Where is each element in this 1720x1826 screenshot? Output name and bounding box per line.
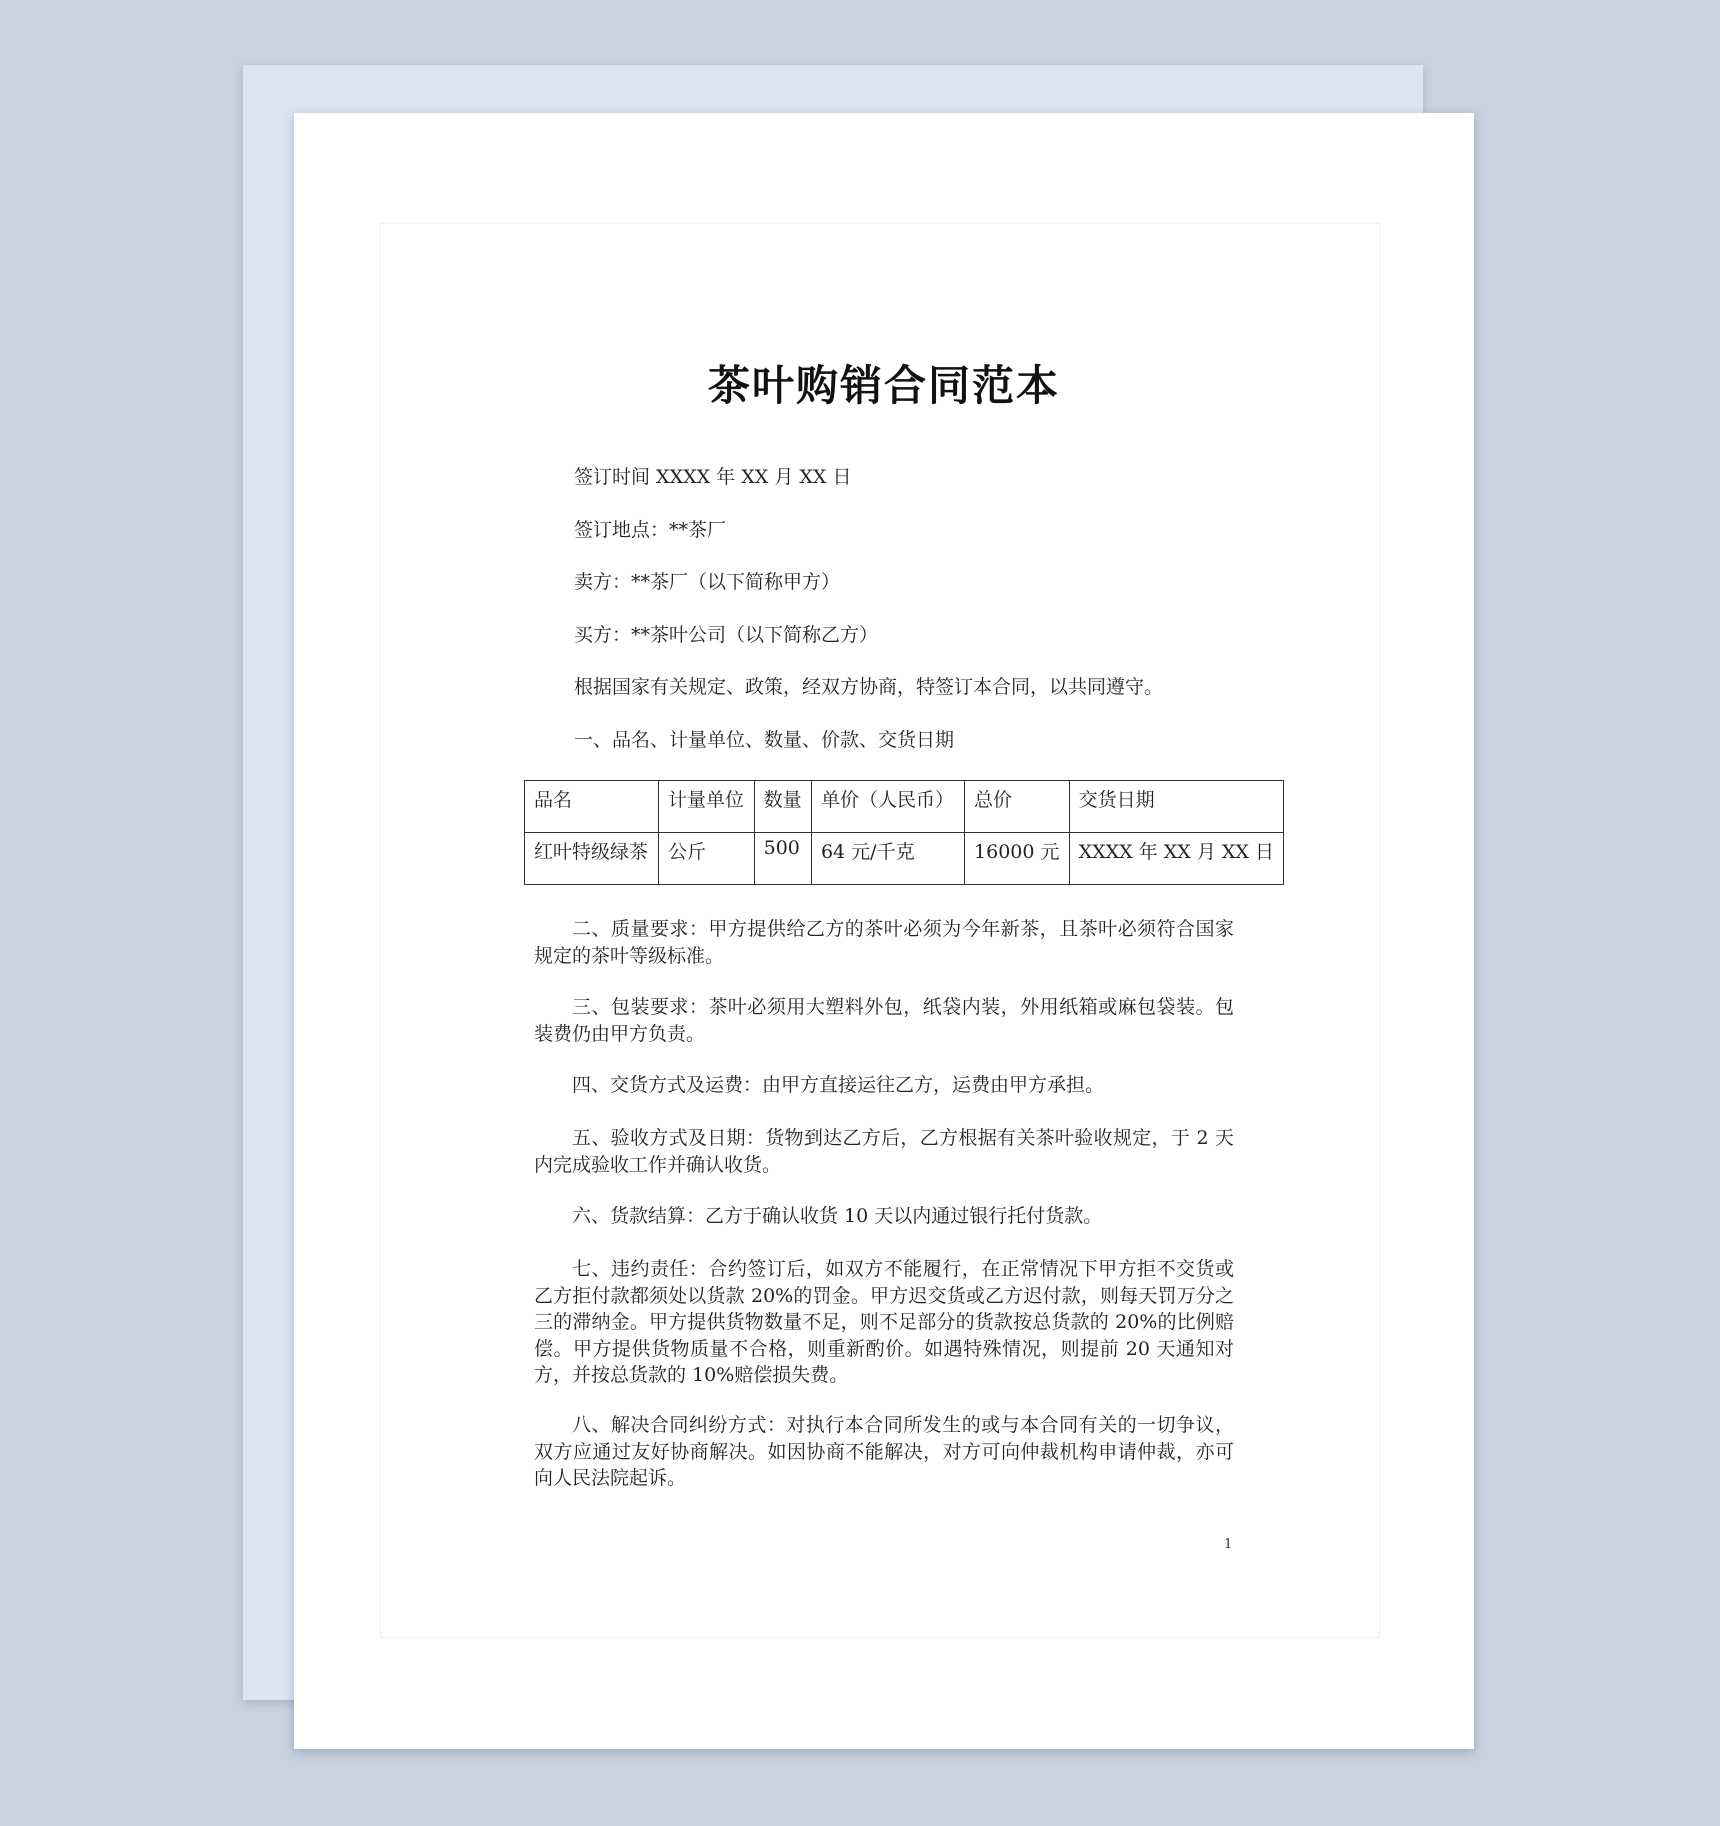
clause-liability: 七、违约责任：合约签订后，如双方不能履行，在正常情况下甲方拒不交货或乙方拒付款都须处以货款 20%的罚金。甲方迟交货或乙方迟付款，则每天罚万分之三的滞纳金。甲方提供货物数量不足，则不足部分的货款按总货款的 20%的比例赔偿。甲方提供货物质量不合格，则重新酌价。如遇特殊情况，则提前 20 天通知对方，并按总货款的 10%赔偿损失费。 [534, 1258, 1234, 1386]
seller: 卖方：**茶厂（以下简称甲方） [574, 571, 841, 593]
table-header-cell: 品名 [525, 781, 659, 833]
table-cell: 16000 元 [965, 833, 1070, 885]
table-cell: 64 元/千克 [811, 833, 964, 885]
buyer: 买方：**茶叶公司（以下简称乙方） [574, 624, 879, 646]
preamble: 根据国家有关规定、政策，经双方协商，特签订本合同，以共同遵守。 [574, 676, 1164, 698]
page-number: 1 [1224, 1537, 1233, 1552]
document-page [294, 113, 1474, 1749]
section-one-heading: 一、品名、计量单位、数量、价款、交货日期 [574, 729, 955, 751]
signing-place: 签订地点：**茶厂 [574, 519, 727, 541]
table-header-row [525, 781, 1284, 833]
document-title: 茶叶购销合同范本 [707, 361, 1060, 410]
clause-delivery: 四、交货方式及运费：由甲方直接运往乙方，运费由甲方承担。 [572, 1074, 1105, 1096]
table-row [525, 833, 1284, 885]
table-header-cell: 计量单位 [658, 781, 754, 833]
clause-quality: 二、质量要求：甲方提供给乙方的茶叶必须为今年新茶，且茶叶必须符合国家规定的茶叶等级标准。 [534, 918, 1234, 967]
clause-packaging: 三、包装要求：茶叶必须用大塑料外包，纸袋内装，外用纸箱或麻包袋装。包装费仍由甲方负责。 [534, 996, 1234, 1045]
clause-inspection: 五、验收方式及日期：货物到达乙方后，乙方根据有关茶叶验收规定，于 2 天内完成验收工作并确认收货。 [534, 1127, 1234, 1176]
goods-table [524, 780, 1284, 885]
table-cell: 公斤 [658, 833, 754, 885]
table-cell: XXXX 年 XX 月 XX 日 [1069, 833, 1283, 885]
table-header-cell: 数量 [754, 781, 811, 833]
clause-payment: 六、货款结算：乙方于确认收货 10 天以内通过银行托付货款。 [572, 1205, 1103, 1227]
clause-dispute: 八、解决合同纠纷方式：对执行本合同所发生的或与本合同有关的一切争议，双方应通过友好协商解决。如因协商不能解决，对方可向仲裁机构申请仲裁，亦可向人民法院起诉。 [534, 1414, 1234, 1489]
table-cell: 红叶特级绿茶 [525, 833, 659, 885]
table-cell: 500 [754, 833, 811, 885]
signing-date: 签订时间 XXXX 年 XX 月 XX 日 [574, 466, 852, 488]
table-header-cell: 单价（人民币） [811, 781, 964, 833]
table-header-cell: 交货日期 [1069, 781, 1283, 833]
table-header-cell: 总价 [965, 781, 1070, 833]
